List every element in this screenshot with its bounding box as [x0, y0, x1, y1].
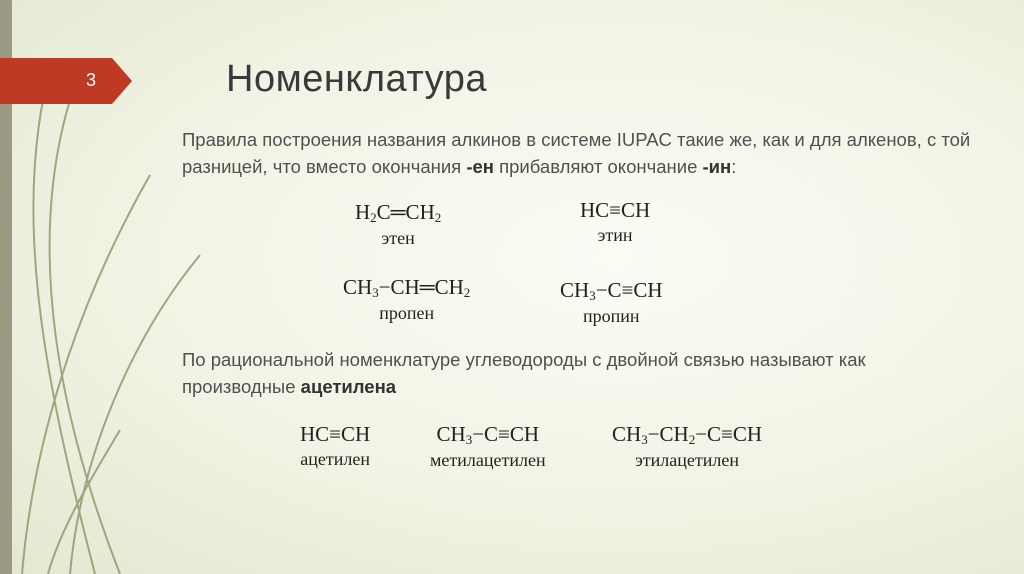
paragraph-text: :: [731, 156, 737, 177]
paragraph-rational: [182, 346, 942, 400]
formula-methylacetylene-name: метилацетилен: [430, 450, 546, 470]
paragraph-text: Правила построения названия алкинов в системе IUPAC такие же, как и для алкенов, с той разницей, что вместо окончания: [182, 129, 971, 177]
paragraph-text: прибавляют окончание: [493, 156, 703, 177]
formula-propene-structure: $CH_3-CH═CH_2$: [343, 275, 471, 300]
formula-methylacetylene-structure: $CH_3-C\equiv CH$: [436, 422, 540, 447]
slide-title: Номенклатура: [226, 58, 488, 100]
formula-acetylene-name: ацетилен: [300, 449, 370, 469]
ending-in: -ин: [702, 156, 732, 177]
formula-propene: [343, 275, 470, 324]
formula-ethyne-structure: HC≡CH: [580, 198, 651, 222]
formula-propene-name: пропен: [379, 303, 435, 323]
formula-ethene: [355, 200, 441, 249]
formula-acetylene-structure: HC≡CH: [300, 422, 371, 446]
formula-methylacetylene: [430, 422, 546, 471]
formula-ethyne: [580, 198, 650, 246]
formula-ethene-structure: $H_2C═CH_2$: [355, 200, 442, 225]
formula-ethylacetylene-structure: $CH_3-CH_2-C\equiv CH$: [612, 422, 763, 447]
formula-ethylacetylene-name: этилацетилен: [635, 450, 739, 470]
slide-number: 3: [86, 70, 97, 90]
slide-number-tab: [0, 58, 132, 104]
paragraph-text: По рациональной номенклатуре углеводороды с двойной связью называют как производные: [182, 349, 866, 397]
formula-propyne: [560, 278, 663, 327]
formula-acetylene: [300, 422, 370, 470]
formula-ethyne-name: этин: [597, 225, 633, 245]
formula-ethene-name: этен: [381, 228, 415, 248]
paragraph-rules: [182, 126, 982, 180]
formula-propyne-structure: $CH_3-C\equiv CH$: [560, 278, 663, 303]
formula-ethylacetylene: [612, 422, 762, 471]
acetylene-word: ацетилена: [300, 376, 397, 397]
formula-propyne-name: пропин: [583, 306, 640, 326]
ending-en: -ен: [466, 156, 494, 177]
